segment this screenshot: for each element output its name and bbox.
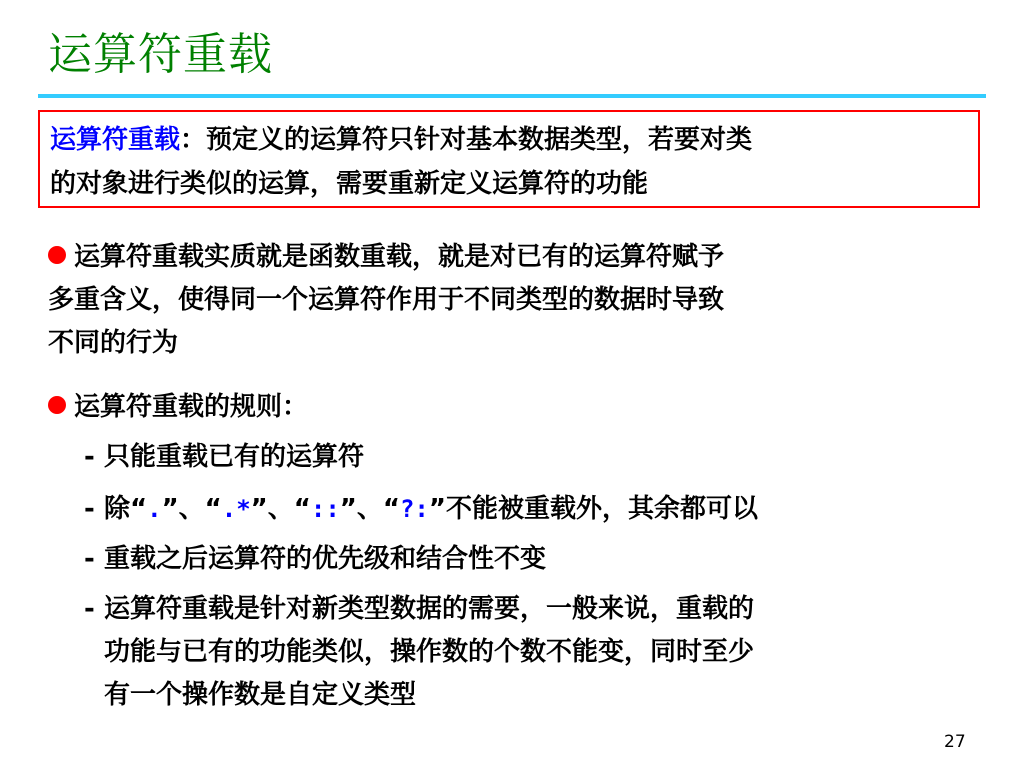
operator-scope: ::	[310, 495, 340, 523]
rule-2-prefix: 除	[104, 494, 131, 524]
rule-item-1	[84, 436, 364, 479]
bullet-2-heading: 运算符重载的规则：	[74, 392, 309, 422]
bullet-1-line-1: 运算符重载实质就是函数重载，就是对已有的运算符赋予	[74, 242, 725, 272]
slide-title: 运算符重载	[48, 29, 273, 80]
rule-item-2	[84, 488, 758, 531]
bullet-1-line-2: 多重含义，使得同一个运算符作用于不同类型的数据时导致	[48, 285, 725, 315]
quote-open: “	[382, 494, 400, 524]
title-divider	[38, 94, 986, 98]
rule-4-line-1: 运算符重载是针对新类型数据的需要，一般来说，重载的	[104, 594, 755, 624]
quote-close: ”	[161, 494, 179, 524]
rule-item-3	[84, 538, 546, 581]
separator: 、	[356, 494, 383, 524]
definition-text-1: 预定义的运算符只针对基本数据类型，若要对类	[206, 125, 753, 155]
rule-item-4	[84, 588, 754, 717]
quote-close: ”	[250, 494, 268, 524]
definition-box	[38, 110, 980, 208]
rule-2-suffix: 不能被重载外，其余都可以	[445, 494, 758, 524]
definition-line-1	[50, 118, 970, 162]
definition-term: 运算符重载	[50, 125, 181, 155]
quote-open: “	[204, 494, 222, 524]
quote-open: “	[130, 494, 148, 524]
bullet-item-overloading-essence	[48, 236, 724, 365]
quote-close: ”	[428, 494, 446, 524]
separator: 、	[178, 494, 205, 524]
rule-4-line-3: 有一个操作数是自定义类型	[104, 680, 417, 710]
bullet-dot-icon	[48, 396, 66, 414]
separator: 、	[267, 494, 294, 524]
bullet-dot-icon	[48, 246, 66, 264]
bullet-item-rules	[48, 386, 308, 429]
quote-open: “	[293, 494, 311, 524]
rule-4-line-2: 功能与已有的功能类似，操作数的个数不能变，同时至少	[104, 637, 755, 667]
operator-ternary: ?:	[399, 495, 429, 523]
quote-close: ”	[339, 494, 357, 524]
rule-dash: -	[84, 594, 95, 624]
rule-dash: -	[84, 442, 95, 472]
rule-dash: -	[84, 494, 95, 524]
definition-line-2: 的对象进行类似的运算，需要重新定义运算符的功能	[50, 169, 649, 199]
rule-1-text: 只能重载已有的运算符	[104, 442, 365, 472]
rule-dash: -	[84, 544, 95, 574]
rule-3-text: 重载之后运算符的优先级和结合性不变	[104, 544, 547, 574]
bullet-1-line-3: 不同的行为	[48, 328, 179, 358]
definition-colon: ：	[180, 125, 207, 155]
page-number: 27	[944, 732, 966, 752]
operator-dot: .	[147, 495, 162, 523]
operator-dot-star: .*	[221, 495, 251, 523]
